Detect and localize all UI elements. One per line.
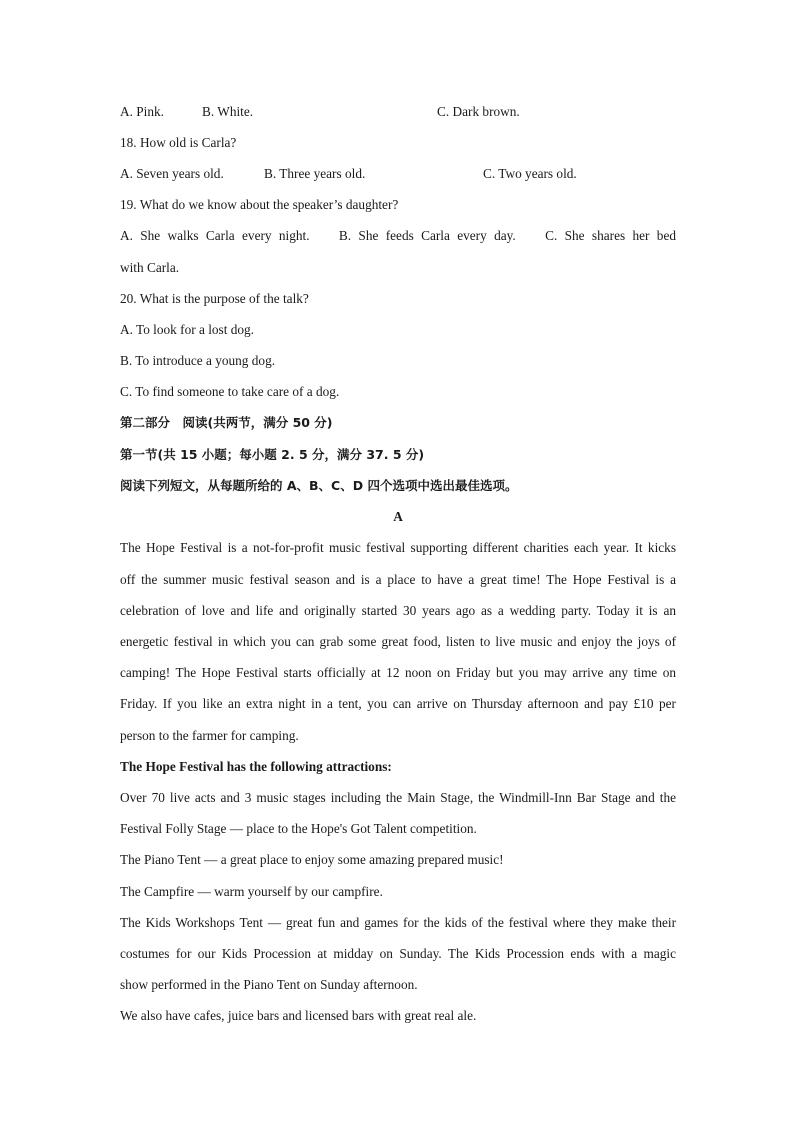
q20-option-b: B. To introduce a young dog. [120,353,276,368]
q20-option-c: C. To find someone to take care of a dog. [120,384,340,399]
part2-heading: 第二部分 阅读(共两节，满分 50 分) [120,415,333,430]
q20-question: 20. What is the purpose of the talk? [120,291,309,306]
q19-options-line2: with Carla. [120,260,180,275]
q17-option-c: C. Dark brown. [437,104,520,119]
q18-option-c: C. Two years old. [483,166,577,181]
section1-heading: 第一节(共 15 小题；每小题 2. 5 分，满分 37. 5 分) [120,447,425,462]
attraction-line: The Campfire — warm yourself by our campfire. [120,884,383,899]
passage-line: camping! The Hope Festival starts officially at 12 noon on Friday but you may arrive any time on [120,665,676,680]
passage-line: person to the farmer for camping. [120,728,299,743]
passage-line: Friday. If you like an extra night in a tent, you can arrive on Thursday afternoon and pay £10 per [120,696,676,711]
attraction-line: Festival Folly Stage — place to the Hope's Got Talent competition. [120,821,477,836]
passage-line: off the summer music festival season and is a place to have a great time! The Hope Festival is a [120,572,676,587]
passage-line: energetic festival in which you can grab some great food, listen to live music and enjoy the joys of [120,634,676,649]
passage-label: A [393,509,403,524]
attraction-line: show performed in the Piano Tent on Sunday afternoon. [120,977,418,992]
q17-option-a: A. Pink. [120,104,164,119]
q19-options-line1: A. She walks Carla every night. B. She feeds Carla every day. C. She shares her bed [120,228,676,243]
passage-line: celebration of love and life and originally started 30 years ago as a wedding party. Today it is an [120,603,676,618]
attraction-line: The Piano Tent — a great place to enjoy some amazing prepared music! [120,852,504,867]
passage-line: The Hope Festival is a not-for-profit music festival supporting different charities each year. It kicks [120,540,676,555]
q20-option-a: A. To look for a lost dog. [120,322,255,337]
q18-option-a: A. Seven years old. [120,166,224,181]
q18-question: 18. How old is Carla? [120,135,237,150]
q19-question: 19. What do we know about the speaker’s daughter? [120,197,399,212]
attraction-line: We also have cafes, juice bars and licensed bars with great real ale. [120,1008,477,1023]
attraction-line: costumes for our Kids Procession at midday on Sunday. The Kids Procession ends with a magic [120,946,676,961]
attraction-line: The Kids Workshops Tent — great fun and games for the kids of the festival where they make their [120,915,676,930]
attraction-line: Over 70 live acts and 3 music stages including the Main Stage, the Windmill-Inn Bar Stage and the [120,790,676,805]
q18-option-b: B. Three years old. [264,166,366,181]
reading-instruction: 阅读下列短文，从每题所给的 A、B、C、D 四个选项中选出最佳选项。 [120,478,518,493]
q17-option-b: B. White. [202,104,254,119]
attractions-heading: The Hope Festival has the following attractions: [120,759,392,774]
